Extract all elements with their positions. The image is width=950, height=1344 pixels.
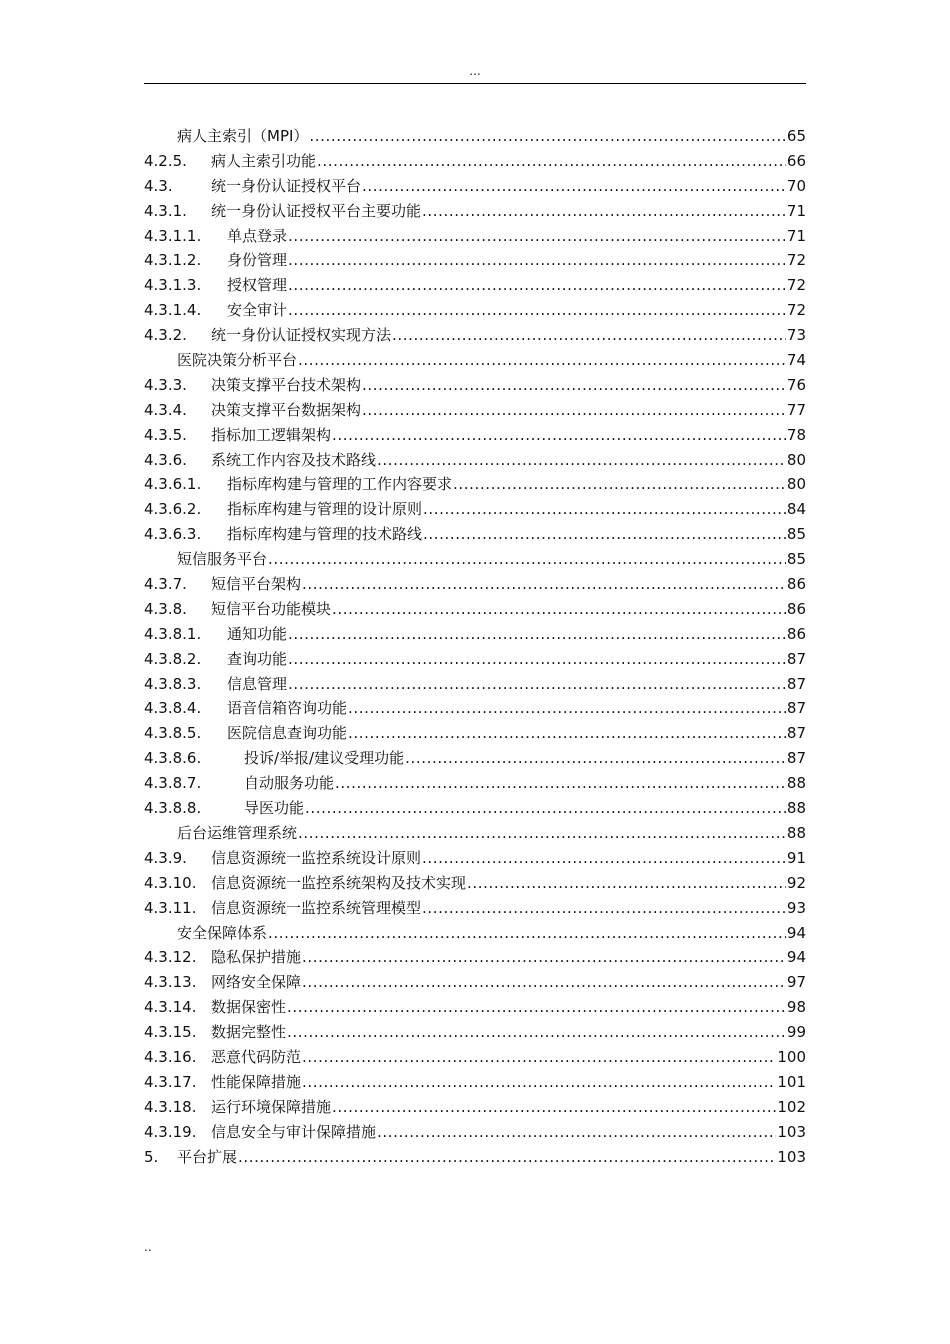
toc-entry-page: 84 bbox=[786, 500, 806, 519]
toc-dot-leader bbox=[422, 896, 786, 921]
toc-entry-number: 4.3.6. bbox=[144, 450, 187, 469]
toc-entry-page: 103 bbox=[777, 1122, 806, 1141]
toc-entry-number: 4.3.8.5. bbox=[144, 724, 202, 743]
toc-entry-title: 系统工作内容及技术路线 bbox=[211, 450, 377, 469]
toc-entry-page: 98 bbox=[786, 998, 806, 1017]
toc-entry[interactable] bbox=[144, 423, 806, 448]
toc-entry-page: 80 bbox=[786, 475, 806, 494]
toc-dot-leader bbox=[302, 1045, 776, 1070]
toc-entry-page: 87 bbox=[786, 699, 806, 718]
toc-entry[interactable] bbox=[144, 373, 806, 398]
toc-entry[interactable] bbox=[144, 597, 806, 622]
toc-entry-number: 4.3.6.3. bbox=[144, 525, 202, 544]
toc-entry[interactable] bbox=[144, 721, 806, 746]
toc-entry[interactable] bbox=[144, 448, 806, 473]
toc-entry-number: 4.3.8.3. bbox=[144, 674, 202, 693]
toc-entry-title: 医院信息查询功能 bbox=[227, 724, 348, 743]
toc-entry-page: 94 bbox=[786, 948, 806, 967]
toc-entry-number: 4.3.6.2. bbox=[144, 500, 202, 519]
toc-entry-title: 病人主索引（MPI） bbox=[177, 127, 309, 145]
toc-entry-title: 查询功能 bbox=[227, 649, 288, 668]
toc-entry[interactable] bbox=[144, 248, 806, 273]
toc-entry[interactable] bbox=[144, 1020, 806, 1045]
toc-entry-page: 65 bbox=[786, 127, 806, 145]
toc-dot-leader bbox=[238, 1145, 776, 1170]
toc-entry[interactable] bbox=[144, 796, 806, 821]
toc-entry[interactable] bbox=[144, 896, 806, 921]
toc-entry-number: 4.3.8.8. bbox=[144, 799, 202, 818]
toc-entry[interactable] bbox=[144, 696, 806, 721]
toc-dot-leader bbox=[332, 597, 786, 622]
toc-entry-number: 4.3.3. bbox=[144, 375, 187, 394]
toc-entry-title: 平台扩展 bbox=[177, 1147, 238, 1166]
toc-entry-title: 后台运维管理系统 bbox=[177, 823, 298, 842]
toc-dot-leader bbox=[305, 796, 786, 821]
toc-entry[interactable] bbox=[144, 522, 806, 547]
toc-entry[interactable] bbox=[144, 995, 806, 1020]
footer-mark: .. bbox=[144, 1240, 152, 1254]
toc-entry-number: 4.3.12. bbox=[144, 948, 197, 967]
toc-entry[interactable] bbox=[144, 672, 806, 697]
toc-entry-page: 86 bbox=[786, 624, 806, 643]
toc-dot-leader bbox=[298, 821, 786, 846]
toc-entry-page: 86 bbox=[786, 599, 806, 618]
toc-entry-page: 91 bbox=[786, 848, 806, 867]
toc-entry-title: 恶意代码防范 bbox=[211, 1047, 302, 1066]
toc-dot-leader bbox=[348, 696, 786, 721]
toc-entry-page: 97 bbox=[786, 973, 806, 992]
toc-entry-number: 4.3.16. bbox=[144, 1047, 197, 1066]
toc-dot-leader bbox=[309, 124, 785, 149]
toc-entry-number: 4.3.8.7. bbox=[144, 774, 202, 793]
toc-dot-leader bbox=[362, 373, 786, 398]
toc-entry-number: 4.3.19. bbox=[144, 1122, 197, 1141]
toc-entry-page: 92 bbox=[786, 873, 806, 892]
toc-entry-number: 4.3.4. bbox=[144, 400, 187, 419]
toc-entry-number: 4.3.1.1. bbox=[144, 226, 202, 245]
toc-entry-title: 数据保密性 bbox=[211, 998, 287, 1017]
toc-entry-title: 隐私保护措施 bbox=[211, 948, 302, 967]
toc-dot-leader bbox=[288, 298, 786, 323]
toc-entry-title: 指标库构建与管理的技术路线 bbox=[227, 525, 423, 544]
toc-entry-title: 短信平台架构 bbox=[211, 575, 302, 594]
toc-entry-page: 71 bbox=[786, 226, 806, 245]
toc-entry[interactable] bbox=[144, 1095, 806, 1120]
toc-entry[interactable] bbox=[144, 199, 806, 224]
toc-entry-title: 信息资源统一监控系统管理模型 bbox=[211, 898, 422, 917]
toc-entry[interactable] bbox=[144, 273, 806, 298]
toc-entry-page: 71 bbox=[786, 201, 806, 220]
toc-dot-leader bbox=[405, 746, 786, 771]
toc-entry-page: 78 bbox=[786, 425, 806, 444]
toc-entry[interactable] bbox=[144, 472, 806, 497]
toc-entry[interactable] bbox=[144, 1120, 806, 1145]
toc-dot-leader bbox=[453, 472, 786, 497]
toc-entry-number: 4.3.1.3. bbox=[144, 276, 202, 295]
toc-entry[interactable] bbox=[144, 224, 806, 249]
toc-entry-title: 性能保障措施 bbox=[211, 1072, 302, 1091]
toc-entry-number: 4.3.1.2. bbox=[144, 251, 202, 270]
toc-entry-title: 统一身份认证授权实现方法 bbox=[211, 326, 392, 345]
toc-entry-page: 74 bbox=[786, 351, 806, 370]
toc-dot-leader bbox=[268, 921, 786, 946]
toc-entry[interactable] bbox=[144, 1045, 806, 1070]
header-mark: ... bbox=[469, 64, 481, 78]
toc-dot-leader bbox=[288, 622, 786, 647]
toc-entry-page: 80 bbox=[786, 450, 806, 469]
toc-entry[interactable] bbox=[144, 124, 806, 149]
toc-entry-page: 102 bbox=[777, 1097, 806, 1116]
toc-entry[interactable] bbox=[144, 846, 806, 871]
toc-entry-number: 4.3.11. bbox=[144, 898, 197, 917]
toc-dot-leader bbox=[298, 348, 786, 373]
toc-entry[interactable] bbox=[144, 497, 806, 522]
toc-entry[interactable] bbox=[144, 398, 806, 423]
toc-dot-leader bbox=[288, 647, 786, 672]
toc-entry-title: 网络安全保障 bbox=[211, 973, 302, 992]
toc-entry-number: 4.3.13. bbox=[144, 973, 197, 992]
toc-dot-leader bbox=[348, 721, 786, 746]
toc-entry-title: 通知功能 bbox=[227, 624, 288, 643]
toc-entry-page: 99 bbox=[786, 1023, 806, 1042]
toc-entry-page: 76 bbox=[786, 375, 806, 394]
toc-entry-number: 4.3.8.2. bbox=[144, 649, 202, 668]
toc-dot-leader bbox=[288, 224, 786, 249]
toc-dot-leader bbox=[288, 672, 786, 697]
toc-entry-title: 短信服务平台 bbox=[177, 550, 268, 569]
toc-entry[interactable] bbox=[144, 547, 806, 572]
toc-dot-leader bbox=[302, 970, 786, 995]
toc-dot-leader bbox=[288, 273, 786, 298]
toc-dot-leader bbox=[302, 945, 786, 970]
toc-entry-title: 指标库构建与管理的设计原则 bbox=[227, 500, 423, 519]
toc-entry-page: 93 bbox=[786, 898, 806, 917]
toc-entry[interactable] bbox=[144, 1145, 806, 1170]
toc-entry-page: 88 bbox=[786, 823, 806, 842]
toc-entry-number: 4.3.8.1. bbox=[144, 624, 202, 643]
toc-entry-number: 4.2.5. bbox=[144, 151, 187, 170]
toc-dot-leader bbox=[317, 149, 786, 174]
toc-dot-leader bbox=[377, 448, 786, 473]
toc-entry-title: 信息安全与审计保障措施 bbox=[211, 1122, 377, 1141]
toc-entry-page: 87 bbox=[786, 649, 806, 668]
toc-entry[interactable] bbox=[144, 622, 806, 647]
toc-entry-number: 4.3.8. bbox=[144, 599, 187, 618]
toc-entry-title: 语音信箱咨询功能 bbox=[227, 699, 348, 718]
toc-dot-leader bbox=[288, 248, 786, 273]
toc-dot-leader bbox=[362, 174, 786, 199]
toc-entry-title: 统一身份认证授权平台 bbox=[211, 176, 362, 195]
toc-entry-page: 72 bbox=[786, 276, 806, 295]
toc-entry-page: 103 bbox=[777, 1147, 806, 1166]
toc-dot-leader bbox=[302, 1070, 776, 1095]
toc-entry[interactable] bbox=[144, 323, 806, 348]
toc-entry-page: 72 bbox=[786, 301, 806, 320]
toc-entry-title: 信息管理 bbox=[227, 674, 288, 693]
toc-dot-leader bbox=[362, 398, 786, 423]
toc-dot-leader bbox=[467, 871, 786, 896]
toc-entry-number: 4.3.14. bbox=[144, 998, 197, 1017]
toc-entry-title: 信息资源统一监控系统设计原则 bbox=[211, 848, 422, 867]
toc-entry-number: 4.3.8.4. bbox=[144, 699, 202, 718]
toc-entry-title: 统一身份认证授权平台主要功能 bbox=[211, 201, 422, 220]
toc-entry-title: 短信平台功能模块 bbox=[211, 599, 332, 618]
toc-entry[interactable] bbox=[144, 771, 806, 796]
toc-entry[interactable] bbox=[144, 149, 806, 174]
toc-entry[interactable] bbox=[144, 1070, 806, 1095]
toc-entry-page: 101 bbox=[777, 1072, 806, 1091]
toc-entry-page: 94 bbox=[786, 923, 806, 942]
toc-entry-title: 数据完整性 bbox=[211, 1023, 287, 1042]
toc-entry-number: 4.3.2. bbox=[144, 326, 187, 345]
toc-entry-title: 指标库构建与管理的工作内容要求 bbox=[227, 475, 453, 494]
toc-entry-page: 70 bbox=[786, 176, 806, 195]
toc-entry-page: 100 bbox=[777, 1047, 806, 1066]
toc-dot-leader bbox=[335, 771, 786, 796]
toc-entry-title: 安全保障体系 bbox=[177, 923, 268, 942]
toc-entry-title: 单点登录 bbox=[227, 226, 288, 245]
toc-dot-leader bbox=[302, 572, 786, 597]
toc-entry-number: 5. bbox=[144, 1147, 159, 1166]
toc-entry-title: 信息资源统一监控系统架构及技术实现 bbox=[211, 873, 467, 892]
toc-entry[interactable] bbox=[144, 921, 806, 946]
toc-entry-number: 4.3.1. bbox=[144, 201, 187, 220]
toc-entry-title: 安全审计 bbox=[227, 301, 288, 320]
toc-entry-title: 指标加工逻辑架构 bbox=[211, 425, 332, 444]
toc-entry-page: 87 bbox=[786, 674, 806, 693]
toc-entry-number: 4.3.1.4. bbox=[144, 301, 202, 320]
toc-entry-page: 85 bbox=[786, 550, 806, 569]
table-of-contents bbox=[144, 124, 806, 1169]
toc-entry-title: 投诉/举报/建议受理功能 bbox=[244, 749, 405, 768]
toc-dot-leader bbox=[377, 1120, 776, 1145]
toc-entry-number: 4.3.7. bbox=[144, 575, 187, 594]
toc-dot-leader bbox=[422, 199, 786, 224]
toc-entry-title: 自动服务功能 bbox=[244, 774, 335, 793]
toc-entry-page: 87 bbox=[786, 724, 806, 743]
toc-entry[interactable] bbox=[144, 821, 806, 846]
toc-entry-number: 4.3.6.1. bbox=[144, 475, 202, 494]
toc-entry-page: 87 bbox=[786, 749, 806, 768]
toc-entry[interactable] bbox=[144, 348, 806, 373]
toc-dot-leader bbox=[423, 497, 786, 522]
toc-entry-title: 授权管理 bbox=[227, 276, 288, 295]
toc-entry-number: 4.3.5. bbox=[144, 425, 187, 444]
toc-entry-title: 决策支撑平台数据架构 bbox=[211, 400, 362, 419]
toc-dot-leader bbox=[392, 323, 786, 348]
toc-entry-title: 医院决策分析平台 bbox=[177, 351, 298, 370]
header-rule bbox=[144, 83, 806, 84]
toc-entry[interactable] bbox=[144, 174, 806, 199]
toc-entry[interactable] bbox=[144, 298, 806, 323]
toc-entry-title: 身份管理 bbox=[227, 251, 288, 270]
toc-entry[interactable] bbox=[144, 572, 806, 597]
toc-entry-page: 66 bbox=[786, 151, 806, 170]
toc-entry-number: 4.3.9. bbox=[144, 848, 187, 867]
toc-dot-leader bbox=[287, 1020, 786, 1045]
toc-entry[interactable] bbox=[144, 945, 806, 970]
toc-entry-title: 病人主索引功能 bbox=[211, 151, 317, 170]
toc-entry-page: 86 bbox=[786, 575, 806, 594]
toc-dot-leader bbox=[268, 547, 786, 572]
toc-entry-number: 4.3.10. bbox=[144, 873, 197, 892]
toc-entry-page: 77 bbox=[786, 400, 806, 419]
toc-entry-number: 4.3. bbox=[144, 176, 173, 195]
toc-dot-leader bbox=[423, 522, 786, 547]
toc-entry[interactable] bbox=[144, 871, 806, 896]
toc-entry-title: 运行环境保障措施 bbox=[211, 1097, 332, 1116]
toc-entry[interactable] bbox=[144, 647, 806, 672]
toc-entry-page: 72 bbox=[786, 251, 806, 270]
toc-entry[interactable] bbox=[144, 970, 806, 995]
toc-entry[interactable] bbox=[144, 746, 806, 771]
toc-entry-page: 85 bbox=[786, 525, 806, 544]
toc-dot-leader bbox=[287, 995, 786, 1020]
toc-entry-page: 88 bbox=[786, 774, 806, 793]
toc-entry-page: 88 bbox=[786, 799, 806, 818]
toc-entry-number: 4.3.17. bbox=[144, 1072, 197, 1091]
toc-entry-title: 决策支撑平台技术架构 bbox=[211, 375, 362, 394]
toc-entry-page: 73 bbox=[786, 326, 806, 345]
toc-dot-leader bbox=[332, 1095, 776, 1120]
toc-entry-number: 4.3.18. bbox=[144, 1097, 197, 1116]
toc-dot-leader bbox=[422, 846, 786, 871]
toc-entry-number: 4.3.15. bbox=[144, 1023, 197, 1042]
toc-entry-title: 导医功能 bbox=[244, 799, 305, 818]
toc-dot-leader bbox=[332, 423, 786, 448]
toc-entry-number: 4.3.8.6. bbox=[144, 749, 202, 768]
